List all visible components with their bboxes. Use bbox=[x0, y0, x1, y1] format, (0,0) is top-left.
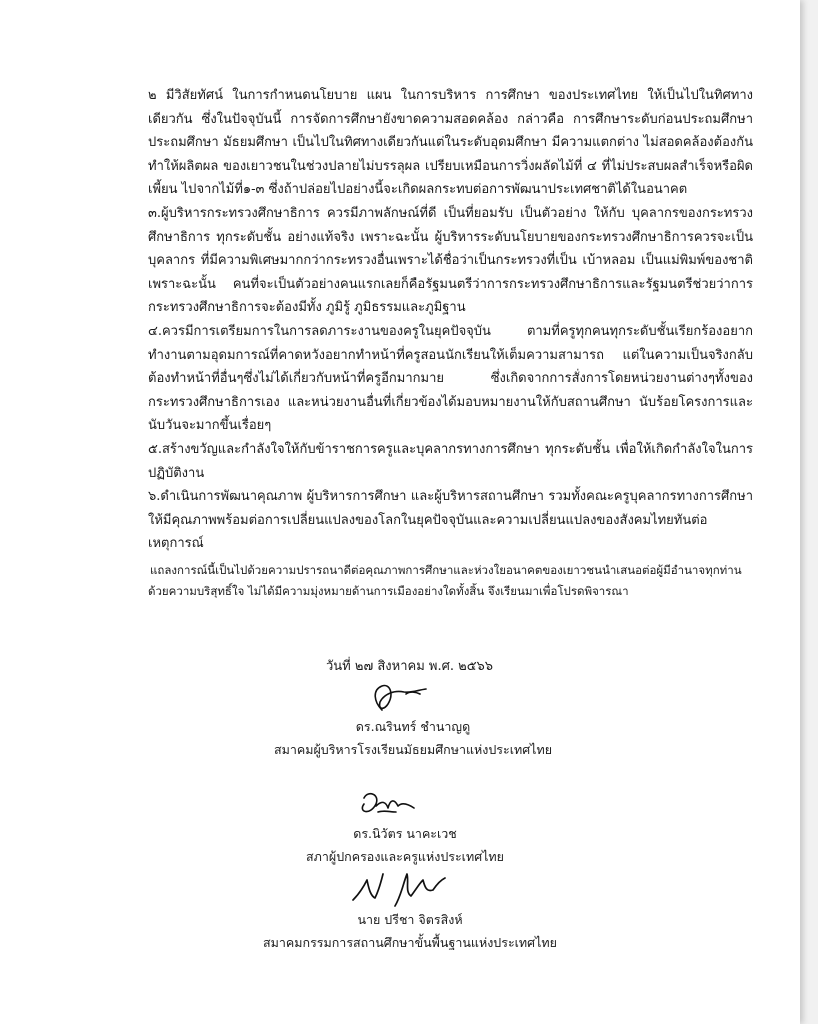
paragraph-3: ๓.ผู้บริหารกระทรวงศึกษาธิการ ควรมีภาพลักษณ์ที่ดี เป็นที่ยอมรับ เป็นตัวอย่าง ให้กับ บุคลากรของกระทรวงศึกษาธิการ ทุกระดับชั้น อย่างแท้จริง เพราะฉะนั้น ผู้บริหารระดับนโยบายของกระทรวงศึกษาธิการควรจะเป็นบุคลากร ที่มีความพิเศษมากกว่ากระทรวงอื่นเพราะได้ชื่อว่าเป็นกระทรวงที่เป็น เบ้าหลอม เป็นแม่พิมพ์ของชาติ เพราะฉะนั้น คนที่จะเป็นตัวอย่างคนแรกเลยก็คือรัฐมนตรีว่าการกระทรวงศึกษาธิการและรัฐมนตรีช่วยว่าการกระทรวงศึกษาธิการจะต้องมีทั้ง ภูมิรู้ ภูมิธรรมและภูมิฐาน bbox=[148, 205, 753, 316]
signature-2-image bbox=[350, 782, 430, 820]
paragraph-6: ๖.ดำเนินการพัฒนาคุณภาพ ผู้บริหารการศึกษา และผู้บริหารสถานศึกษา รวมทั้งคณะครูบุคลากรทางการศึกษา ให้มีคุณภาพพร้อมต่อการเปลี่ยนแปลงของโลกในยุคปัจจุบันและความเปลี่ยนแปลงของสังคมไทยทันต่อเหตุการณ์ bbox=[148, 489, 753, 552]
paragraph-2: ๒ มีวิสัยทัศน์ ในการกำหนดนโยบาย แผน ในการบริหาร การศึกษา ของประเทศไทย ให้เป็นไปในทิศทางเดียวกัน ซึ่งในปัจจุบันนี้ การจัดการศึกษายังขาดความสอดคล้อง กล่าวคือ การศึกษาระดับก่อนประถมศึกษา ประถมศึกษา มัธยมศึกษา เป็นไปในทิศทางเดียวกันแต่ในระดับอุดมศึกษา มีความแตกต่าง ไม่สอดคล้องต้องกัน ทำให้ผลิตผล ของเยาวชนในช่วงปลายไม่บรรลุผล เปรียบเหมือนการวิ่งผลัดไม้ที่ ๔ ที่ไม่ประสบผลสำเร็จหรือผิดเพี้ยน ไปจากไม้ที่๑-๓ ซึ่งถ้าปล่อยไปอย่างนี้จะเกิดผลกระทบต่อการพัฒนาประเทศชาติได้ในอนาคต bbox=[148, 88, 753, 198]
closing-statement: แถลงการณ์นี้เป็นไปด้วยความปรารถนาดีต่อคุณภาพการศึกษาและห่วงใยอนาคตของเยาวชนนำเสนอต่อผู้มีอำนาจทุกท่านด้วยความบริสุทธิ์ใจ ไม่ได้มีความมุ่งหมายด้านการเมืองอย่างใดทั้งสิ้น จึงเรียนมาเพื่อโปรดพิจารณา bbox=[148, 562, 742, 598]
signature-1-image bbox=[360, 680, 440, 714]
signatory-1 bbox=[268, 715, 558, 761]
signatory-2 bbox=[280, 822, 530, 868]
signatory-3-org: สมาคมกรรมการสถานศึกษาขั้นพื้นฐานแห่งประเทศไทย bbox=[263, 935, 557, 950]
signatory-2-name: ดร.นิวัตร นาคะเวช bbox=[353, 826, 457, 841]
signatory-3 bbox=[245, 908, 575, 954]
document-body bbox=[148, 84, 753, 602]
document-date: วันที่ ๒๗ สิงหาคม พ.ศ. ๒๕๖๖ bbox=[326, 659, 494, 674]
signatory-2-org: สภาผู้ปกครองและครูแห่งประเทศไทย bbox=[306, 849, 504, 864]
signatory-1-org: สมาคมผู้บริหารโรงเรียนมัธยมศึกษาแห่งประเทศไทย bbox=[273, 742, 553, 757]
paragraph-5: ๕.สร้างขวัญและกำลังใจให้กับข้าราชการครูและบุคลากรทางการศึกษา ทุกระดับชั้น เพื่อให้เกิดกำลังใจในการปฏิบัติงาน bbox=[148, 441, 753, 481]
paragraph-4: ๔.ควรมีการเตรียมการในการลดภาระงานของครูในยุคปัจจุบัน ตามที่ครูทุกคนทุกระดับชั้นเรียกร้องอยากทำงานตามอุดมการณ์ที่คาดหวังอยากทำหน้าที่ครูสอนนักเรียนให้เต็มความสามารถ แต่ในความเป็นจริงกลับต้องทำหน้าที่อื่นๆซึ่งไม่ได้เกี่ยวกับหน้าที่ครูอีกมากมาย ซึ่งเกิดจากการสั่งการโดยหน่วยงานต่างๆทั้งของกระทรวงศึกษาธิการเอง และหน่วยงานอื่นที่เกี่ยวข้องได้มอบหมายงานให้กับสถานศึกษา นับร้อยโครงการและนับวันจะมากขึ้นเรื่อยๆ bbox=[148, 323, 753, 434]
signatory-3-name: นาย ปรีชา จิตรสิงห์ bbox=[357, 912, 463, 927]
signature-3-image bbox=[345, 866, 465, 910]
signatory-1-name: ดร.ณรินทร์ ชำนาญดู bbox=[355, 719, 471, 734]
